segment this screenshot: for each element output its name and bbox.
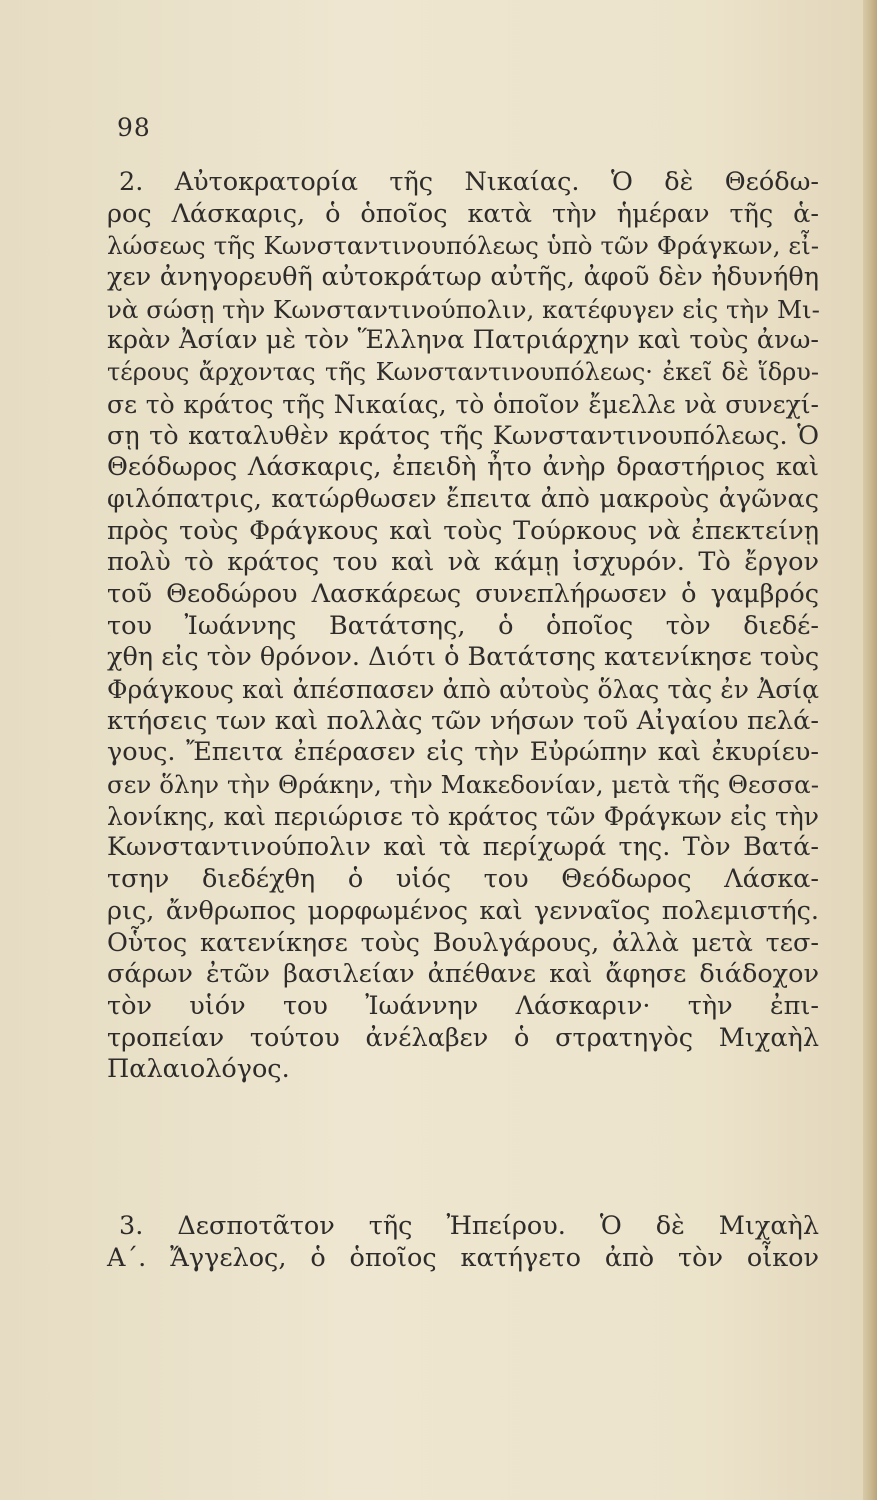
page-edge	[863, 0, 877, 1500]
text-line: πρὸς τοὺς Φράγκους καὶ τοὺς Τούρκους νὰ ἐπεκτείνῃ	[107, 515, 819, 546]
text-line: ρος Λάσκαρις, ὁ ὁποῖος κατὰ τὴν ἡμέραν τῆς ἁ-	[107, 198, 819, 229]
text-line: νὰ σώσῃ τὴν Κωνσταντινούπολιν, κατέφυγεν εἰς τὴν Μι-	[107, 294, 820, 324]
text-line: σεν ὅλην τὴν Θράκην, τὴν Μακεδονίαν, μετὰ τῆς Θεσσα-	[107, 770, 819, 800]
text-line: του Ἰωάννης Βατάτσης, ὁ ὁποῖος τὸν διεδέ-	[107, 610, 819, 641]
text-line: σάρων ἐτῶν βασιλείαν ἀπέθανε καὶ ἄφησε διάδοχον	[107, 959, 819, 990]
text-line: 3. Δεσποτᾶτον τῆς Ἠπείρου. Ὁ δὲ Μιχαὴλ	[119, 1211, 819, 1241]
text-line: γους. Ἔπειτα ἐπέρασεν εἰς τὴν Εὐρώπην καὶ ἐκυρίευ-	[107, 737, 819, 768]
page-number: 98	[117, 113, 151, 142]
section-nicaea	[107, 167, 819, 1086]
text-line: Θεόδωρος Λάσκαρις, ἐπειδὴ ἦτο ἀνὴρ δραστήριος καὶ	[107, 452, 819, 483]
text-line: Οὗτος κατενίκησε τοὺς Βουλγάρους, ἀλλὰ μετὰ τεσ-	[107, 927, 819, 958]
text-line: κτήσεις των καὶ πολλὰς τῶν νήσων τοῦ Αἰγαίου πελά-	[107, 705, 819, 736]
text-line: κρὰν Ἀσίαν μὲ τὸν Ἕλληνα Πατριάρχην καὶ τοὺς ἀνω-	[107, 325, 819, 356]
text-line: τσην διεδέχθη ὁ υἱός του Θεόδωρος Λάσκα-	[107, 864, 819, 895]
text-line: λονίκης, καὶ περιώρισε τὸ κράτος τῶν Φράγκων εἰς τὴν	[107, 801, 819, 831]
text-line: ρις, ἄνθρωπος μορφωμένος καὶ γενναῖος πολεμιστής.	[107, 895, 819, 926]
text-line: σε τὸ κράτος τῆς Νικαίας, τὸ ὁποῖον ἔμελλε νὰ συνεχί-	[107, 389, 819, 419]
text-line: τροπείαν τούτου ἀνέλαβεν ὁ στρατηγὸς Μιχαὴλ	[107, 1022, 819, 1053]
text-line: φιλόπατρις, κατώρθωσεν ἔπειτα ἀπὸ μακροὺς ἀγῶνας	[107, 483, 819, 514]
text-line: 2. Αὐτοκρατορία τῆς Νικαίας. Ὁ δὲ Θεόδω-	[119, 167, 819, 197]
text-line: τὸν υἱόν του Ἰωάννην Λάσκαριν· τὴν ἐπι-	[107, 990, 819, 1021]
text-line: τοῦ Θεοδώρου Λασκάρεως συνεπλήρωσεν ὁ γαμβρός	[107, 578, 819, 609]
text-line: Κωνσταντινούπολιν καὶ τὰ περίχωρά της. Τὸν Βατά-	[107, 832, 819, 863]
text-line: λώσεως τῆς Κωνσταντινουπόλεως ὑπὸ τῶν Φράγκων, εἶ-	[107, 231, 819, 261]
text-line: τέρους ἄρχοντας τῆς Κωνσταντινουπόλεως· ἐκεῖ δὲ ἵδρυ-	[107, 358, 819, 387]
text-line: πολὺ τὸ κράτος του καὶ νὰ κάμῃ ἰσχυρόν. Τὸ ἔργον	[107, 547, 819, 578]
text-line: σῃ τὸ καταλυθὲν κράτος τῆς Κωνσταντινουπόλεως. Ὁ	[107, 420, 819, 451]
text-line: Παλαιολόγος.	[107, 1054, 290, 1085]
text-line: Φράγκους καὶ ἀπέσπασεν ἀπὸ αὐτοὺς ὅλας τὰς ἐν Ἀσίᾳ	[107, 675, 819, 704]
section-epirus	[107, 1211, 819, 1274]
text-line: Α΄. Ἄγγελος, ὁ ὁποῖος κατήγετο ἀπὸ τὸν οἶκον	[107, 1242, 819, 1273]
text-line: χθη εἰς τὸν θρόνον. Διότι ὁ Βατάτσης κατενίκησε τοὺς	[107, 642, 820, 673]
text-line: χεν ἀνηγορευθῆ αὐτοκράτωρ αὐτῆς, ἀφοῦ δὲν ἠδυνήθη	[107, 262, 819, 293]
